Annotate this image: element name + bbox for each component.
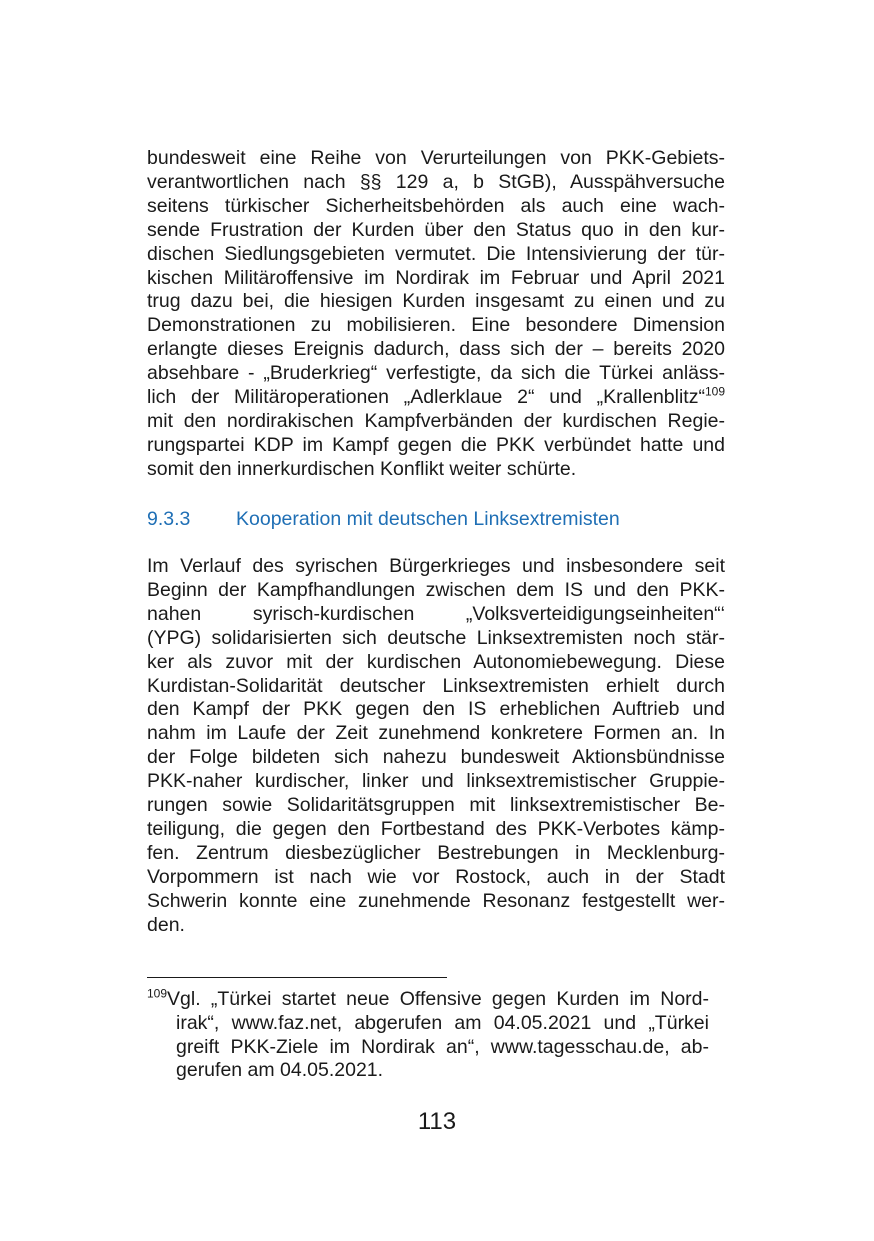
paragraph-line: Schwerin konnte eine zunehmende Resonanz festgestellt wer- bbox=[147, 889, 725, 912]
footnote-line: gerufen am 04.05.2021. bbox=[176, 1059, 384, 1082]
paragraph-line: dischen Siedlungsgebieten vermutet. Die Intensivierung der tür- bbox=[147, 242, 725, 265]
footnote bbox=[147, 988, 709, 1083]
paragraph-line: teiligung, die gegen den Fortbestand des PKK-Verbotes kämp- bbox=[147, 817, 725, 840]
paragraph-line: verantwortlichen nach §§ 129 a, b StGB), Ausspähversuche bbox=[147, 170, 725, 193]
paragraph-line: kischen Militäroffensive im Nordirak im Februar und April 2021 bbox=[147, 266, 725, 289]
paragraph-line: bundesweit eine Reihe von Verurteilungen von PKK-Gebiets- bbox=[147, 147, 725, 169]
paragraph-line: sende Frustration der Kurden über den Status quo in den kur- bbox=[147, 218, 725, 241]
paragraph-line: erlangte dieses Ereignis dadurch, dass sich der – bereits 2020 bbox=[147, 338, 725, 361]
footnote-line-text: Vgl. „Türkei startet neue Offensive gegen Kurden im Nord- bbox=[167, 988, 709, 1010]
paragraph-line-text: lich der Militäroperationen „Adlerklaue 2“ und „Krallenblitz“ bbox=[147, 386, 705, 409]
paragraph-line: Im Verlauf des syrischen Bürgerkrieges und insbesondere seit bbox=[147, 555, 725, 577]
paragraph-line: seitens türkischer Sicherheitsbehörden als auch eine wach- bbox=[147, 194, 725, 217]
paragraph-line-with-footnote bbox=[147, 386, 725, 410]
page-number: 113 bbox=[417, 1108, 457, 1135]
section-title: Kooperation mit deutschen Linksextremisten bbox=[236, 508, 620, 530]
paragraph-line: (YPG) solidarisierten sich deutsche Linksextremisten noch stär- bbox=[147, 626, 725, 649]
body-paragraph-2 bbox=[147, 555, 725, 938]
paragraph-line: Vorpommern ist nach wie vor Rostock, auch in der Stadt bbox=[147, 865, 725, 888]
paragraph-line: den. bbox=[147, 913, 185, 936]
paragraph-line: absehbare - „Bruderkrieg“ verfestigte, da sich die Türkei anläss- bbox=[147, 362, 725, 385]
paragraph-line: Demonstrationen zu mobilisieren. Eine besondere Dimension bbox=[147, 314, 725, 337]
paragraph-line: der Folge bildeten sich nahezu bundesweit Aktionsbündnisse bbox=[147, 746, 725, 769]
paragraph-line: nahm im Laufe der Zeit zunehmend konkretere Formen an. In bbox=[147, 722, 725, 745]
paragraph-line: den Kampf der PKK gegen den IS erheblichen Auftrieb und bbox=[147, 698, 725, 721]
paragraph-line: ker als zuvor mit der kurdischen Autonomiebewegung. Diese bbox=[147, 650, 725, 673]
paragraph-line: rungen sowie Solidaritätsgruppen mit linksextremistischer Be- bbox=[147, 794, 725, 817]
paragraph-line: mit den nordirakischen Kampfverbänden der kurdischen Regie- bbox=[147, 409, 725, 432]
footnote-reference[interactable]: 109 bbox=[704, 384, 725, 399]
footnote-mark: 109 bbox=[147, 986, 168, 1001]
paragraph-line: nahen syrisch-kurdischen „Volksverteidigungseinheiten“‘ bbox=[147, 602, 725, 625]
section-heading bbox=[147, 507, 725, 531]
paragraph-line: trug dazu bei, die hiesigen Kurden insgesamt zu einen und zu bbox=[147, 290, 725, 313]
body-paragraph-1 bbox=[147, 147, 725, 482]
paragraph-line: somit den innerkurdischen Konflikt weiter schürte. bbox=[147, 457, 577, 480]
section-number: 9.3.3 bbox=[147, 508, 191, 530]
footnote-line: greift PKK-Ziele im Nordirak an“, www.tagesschau.de, ab- bbox=[176, 1035, 709, 1058]
paragraph-line: Kurdistan-Solidarität deutscher Linksextremisten erhielt durch bbox=[147, 674, 725, 697]
paragraph-line: Beginn der Kampfhandlungen zwischen dem IS und den PKK- bbox=[147, 578, 725, 601]
footnote-separator bbox=[147, 977, 447, 978]
footnote-line bbox=[147, 988, 709, 1012]
paragraph-line: PKK-naher kurdischer, linker und linksextremistischer Gruppie- bbox=[147, 770, 725, 793]
footnote-line: irak“, www.faz.net, abgerufen am 04.05.2021 und „Türkei bbox=[176, 1011, 709, 1034]
paragraph-line: fen. Zentrum diesbezüglicher Bestrebungen in Mecklenburg- bbox=[147, 841, 725, 864]
paragraph-line: rungspartei KDP im Kampf gegen die PKK verbündet hatte und bbox=[147, 433, 725, 456]
